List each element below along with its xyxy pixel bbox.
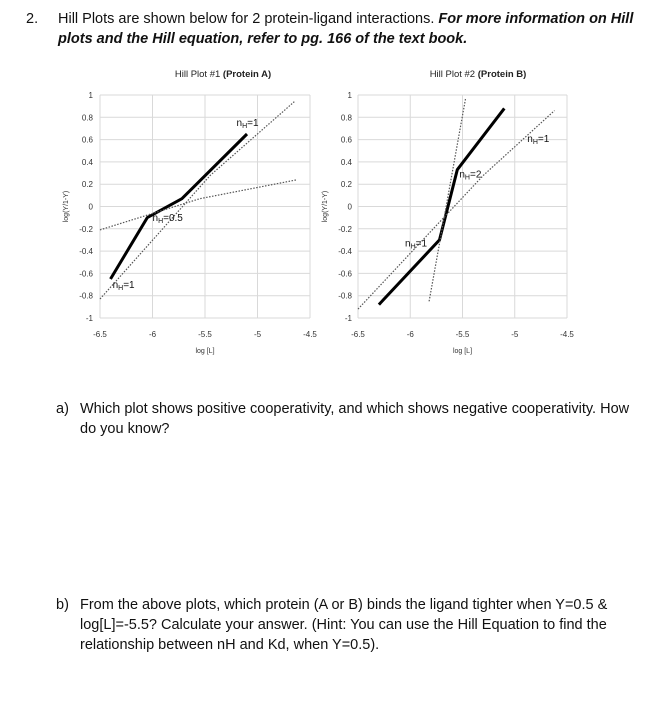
asymptote-dotted-line bbox=[358, 111, 555, 310]
y-tick-label: -0.2 bbox=[79, 224, 93, 234]
question-intro-text: Hill Plots are shown below for 2 protein-ligand interactions. bbox=[58, 11, 435, 27]
part-b-text: From the above plots, which protein (A or B) binds the ligand tighter when Y=0.5 & log[L]=-5.5? Calculate your answer. (Hint: You can use the Hill Equation to find the relationship between nH and Kd, when Y=0.5). bbox=[80, 597, 608, 653]
hill-coefficient-label: $n_H=1$ bbox=[527, 133, 550, 146]
y-tick-label: 0.2 bbox=[81, 180, 93, 190]
y-tick-label: -0.6 bbox=[338, 269, 352, 279]
y-axis-label: log(Y/1-Y) bbox=[322, 190, 329, 223]
part-b-label: b) bbox=[56, 597, 69, 613]
y-tick-label: 1 bbox=[88, 91, 93, 100]
hill-plot-1 bbox=[63, 69, 317, 355]
x-tick-label: -4.5 bbox=[303, 330, 317, 339]
y-tick-label: 0.6 bbox=[81, 135, 93, 145]
hill-coefficient-label: $n_H=1$ bbox=[112, 279, 135, 292]
x-tick-label: -6 bbox=[406, 330, 414, 339]
asymptote-dotted-line bbox=[429, 98, 466, 301]
y-tick-label: -0.8 bbox=[79, 291, 93, 301]
y-tick-label: -0.4 bbox=[79, 247, 93, 257]
x-axis-label: log [L] bbox=[452, 348, 473, 355]
y-tick-label: 0.8 bbox=[340, 113, 352, 123]
y-tick-label: 0.8 bbox=[81, 113, 93, 123]
part-a-text: Which plot shows positive cooperativity, and which shows negative cooperativity. How do you know? bbox=[80, 401, 630, 437]
y-tick-label: 0 bbox=[88, 202, 93, 212]
hill-coefficient-label: $n_H=0.5$ bbox=[152, 212, 183, 225]
y-tick-label: 0.6 bbox=[340, 135, 352, 145]
y-tick-label: -0.2 bbox=[338, 224, 352, 234]
y-tick-label: 0.4 bbox=[340, 157, 352, 167]
y-tick-label: 0.4 bbox=[81, 157, 93, 167]
y-tick-label: -0.8 bbox=[338, 291, 352, 301]
hill-coefficient-label: $n_H=1$ bbox=[405, 238, 428, 251]
y-tick-label: 0.2 bbox=[340, 180, 352, 190]
y-tick-label: -0.4 bbox=[338, 247, 352, 257]
x-tick-label: -5.5 bbox=[198, 330, 212, 339]
part-a-label: a) bbox=[56, 401, 69, 417]
y-tick-label: 1 bbox=[347, 91, 352, 100]
x-tick-label: -4.5 bbox=[560, 330, 574, 339]
question-number: 2. bbox=[26, 11, 39, 27]
x-tick-label: -5 bbox=[511, 330, 519, 339]
hill-plot-2 bbox=[322, 69, 574, 355]
x-tick-label: -5.5 bbox=[455, 330, 470, 339]
question-note: For more information on Hill plots and the Hill equation, refer to pg. 166 of the text book. bbox=[58, 11, 634, 47]
y-tick-label: -1 bbox=[85, 314, 93, 323]
hill-coefficient-label: $n_H=2$ bbox=[459, 169, 482, 182]
x-tick-label: -6 bbox=[148, 330, 157, 339]
y-tick-label: -0.6 bbox=[79, 269, 93, 279]
x-tick-label: -6.5 bbox=[93, 330, 107, 339]
y-tick-label: 0 bbox=[347, 202, 352, 212]
y-tick-label: -1 bbox=[344, 314, 352, 323]
plot-title: Hill Plot #1 (Protein A) bbox=[174, 69, 272, 80]
y-axis-label: log(Y/1-Y) bbox=[63, 190, 70, 223]
hill-coefficient-label: $n_H=1$ bbox=[236, 118, 259, 131]
x-tick-label: -5 bbox=[253, 330, 262, 339]
x-axis-label: log [L] bbox=[195, 348, 215, 355]
x-tick-label: -6.5 bbox=[351, 330, 365, 339]
asymptote-dotted-line bbox=[100, 180, 297, 230]
asymptote-dotted-line bbox=[100, 102, 294, 299]
plot-title: Hill Plot #2 (Protein B) bbox=[429, 69, 527, 80]
